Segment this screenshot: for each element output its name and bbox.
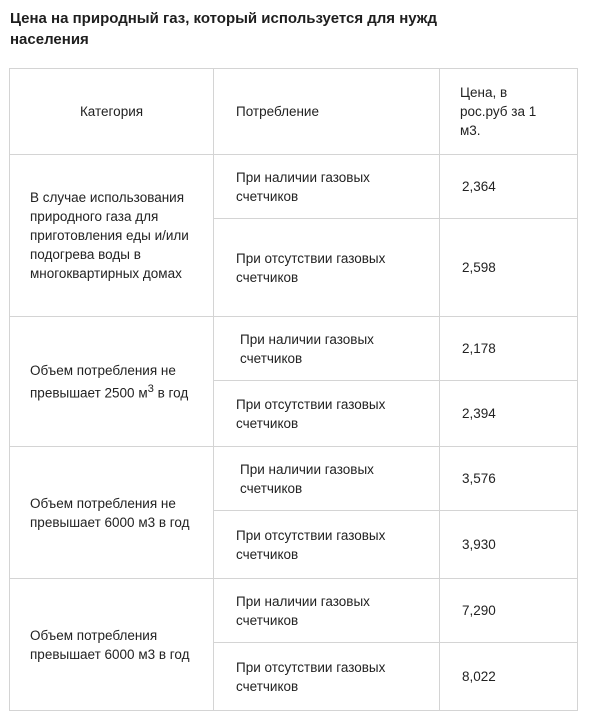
table-header-row [10, 69, 578, 155]
header-price: Цена, в рос.руб за 1 м3. [440, 69, 578, 155]
category-cell: Объем потребления не превышает 6000 м3 в год [10, 447, 214, 579]
page-title: Цена на природный газ, который используется для нужд населения [10, 10, 437, 48]
consumption-cell: При отсутствии газовых счетчиков [214, 511, 440, 579]
table-row [10, 447, 578, 511]
category-cell: В случае использования природного газа для приготовления еды и/или подогрева воды в многоквартирных домах [10, 155, 214, 317]
price-cell: 2,178 [440, 317, 578, 381]
price-cell: 7,290 [440, 579, 578, 643]
header-consumption: Потребление [214, 69, 440, 155]
table-row [10, 579, 578, 643]
price-cell: 2,598 [440, 219, 578, 317]
consumption-cell: При отсутствии газовых счетчиков [214, 381, 440, 447]
category-cell [10, 317, 214, 447]
category-cell: Объем потребления превышает 6000 м3 в год [10, 579, 214, 711]
price-cell: 3,930 [440, 511, 578, 579]
gas-price-table [9, 68, 578, 711]
consumption-cell: При наличии газовых счетчиков [214, 155, 440, 219]
header-category: Категория [10, 69, 214, 155]
superscript-3: 3 [147, 382, 154, 395]
table-row [10, 317, 578, 381]
price-cell: 8,022 [440, 643, 578, 711]
consumption-cell: При наличии газовых счетчиков [214, 317, 440, 381]
price-cell: 3,576 [440, 447, 578, 511]
consumption-cell: При отсутствии газовых счетчиков [214, 219, 440, 317]
category-text: Объем потребления не превышает 2500 м [30, 362, 176, 401]
consumption-cell: При наличии газовых счетчиков [214, 579, 440, 643]
category-text-suffix: в год [153, 385, 189, 401]
consumption-cell: При наличии газовых счетчиков [214, 447, 440, 511]
consumption-cell: При отсутствии газовых счетчиков [214, 643, 440, 711]
price-cell: 2,364 [440, 155, 578, 219]
price-cell: 2,394 [440, 381, 578, 447]
table-row [10, 155, 578, 219]
